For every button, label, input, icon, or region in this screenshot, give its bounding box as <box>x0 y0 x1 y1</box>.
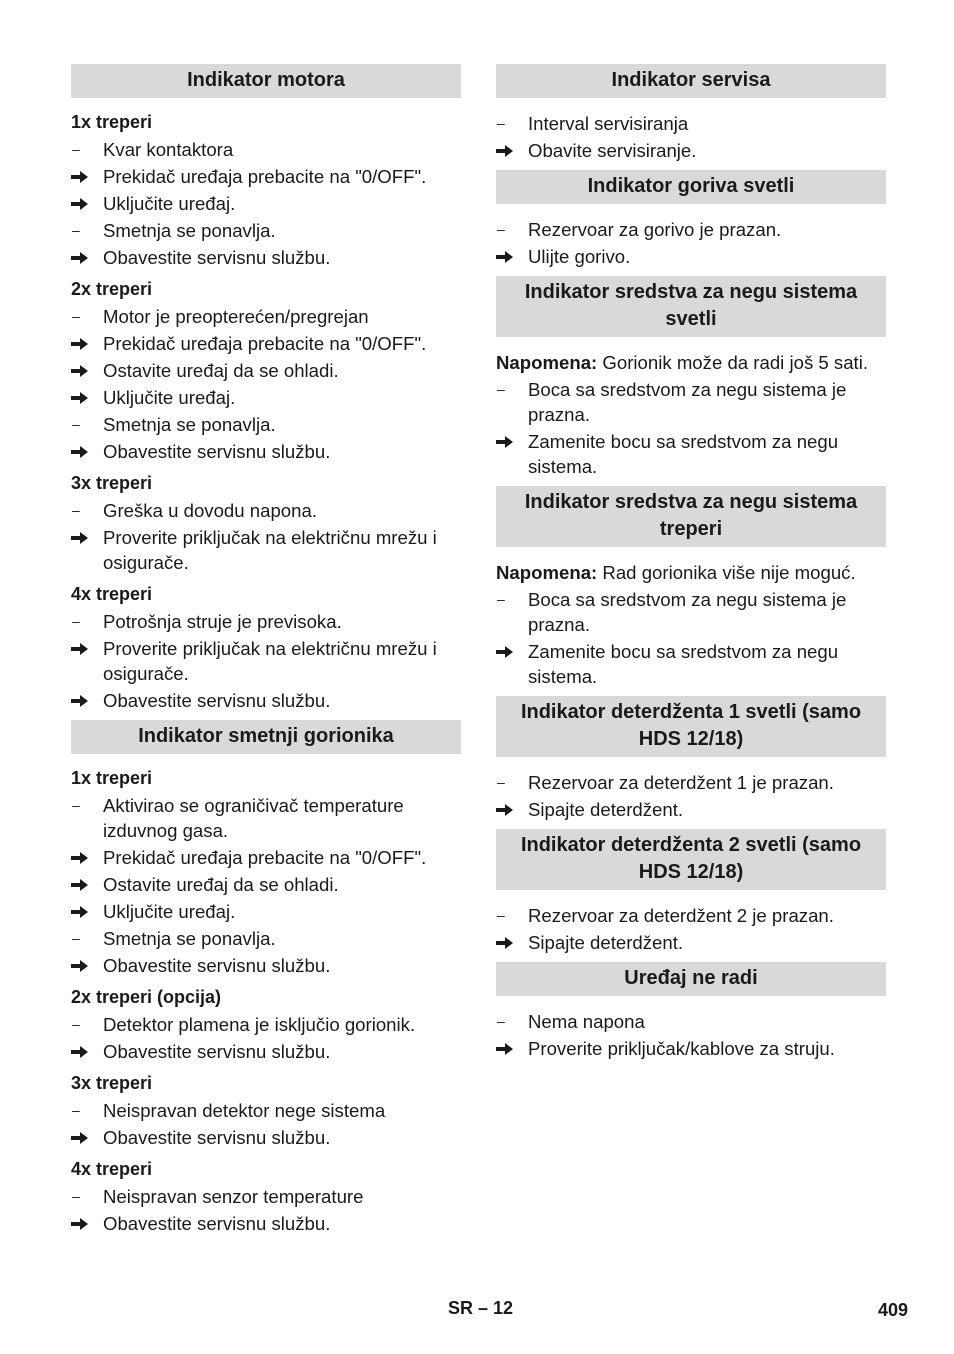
item-text: Detektor plamena je isključio gorionik. <box>103 1014 416 1035</box>
dash-icon: – <box>72 930 80 946</box>
arrow-icon <box>71 525 95 545</box>
section <box>496 276 886 486</box>
list-item <box>71 793 461 843</box>
list-item <box>71 636 461 686</box>
item-text: Boca sa sredstvom za negu sistema je prazna. <box>528 379 847 425</box>
item-text: Smetnja se ponavlja. <box>103 414 276 435</box>
list-item <box>496 111 886 136</box>
right-column <box>496 64 886 1068</box>
subheading: 3x treperi <box>71 1073 153 1093</box>
section <box>71 64 461 720</box>
note <box>496 560 886 585</box>
list-item <box>496 138 886 163</box>
section-heading: Indikator deterdženta 2 svetli (samo HDS 12/18) <box>496 829 886 890</box>
list-item <box>496 217 886 242</box>
item-text: Obavestite servisnu službu. <box>103 690 331 711</box>
item-text: Ostavite uređaj da se ohladi. <box>103 360 339 381</box>
arrow-icon <box>71 1125 95 1145</box>
list-item <box>71 498 461 523</box>
list-item <box>71 899 461 924</box>
arrow-icon <box>71 385 95 405</box>
list-item <box>71 1184 461 1209</box>
dash-icon: – <box>72 141 80 157</box>
list-item <box>71 218 461 243</box>
note-label: Napomena: <box>496 562 598 583</box>
subheading: 4x treperi <box>71 1159 153 1179</box>
list-item <box>71 385 461 410</box>
dash-icon: – <box>72 502 80 518</box>
item-text: Motor je preopterećen/pregrejan <box>103 306 369 327</box>
item-text: Obavestite servisnu službu. <box>103 247 331 268</box>
item-text: Proverite priključak na električnu mrežu i osigurače. <box>103 638 437 684</box>
item-text: Greška u dovodu napona. <box>103 500 317 521</box>
arrow-icon <box>71 1211 95 1231</box>
item-text: Proverite priključak/kablove za struju. <box>528 1038 835 1059</box>
list-item <box>71 245 461 270</box>
section-heading: Uređaj ne radi <box>496 962 886 996</box>
section-heading: Indikator deterdženta 1 svetli (samo HDS 12/18) <box>496 696 886 757</box>
list-item <box>71 872 461 897</box>
list-item <box>71 439 461 464</box>
footer-label: SR – 12 <box>448 1298 514 1318</box>
section-heading: Indikator smetnji gorionika <box>71 720 461 754</box>
section <box>496 486 886 696</box>
item-text: Ostavite uređaj da se ohladi. <box>103 874 339 895</box>
list-item <box>496 244 886 269</box>
arrow-icon <box>496 244 520 264</box>
item-text: Zamenite bocu sa sredstvom za negu sistema. <box>528 641 839 687</box>
section <box>496 64 886 170</box>
subheading: 3x treperi <box>71 473 153 493</box>
list-item <box>71 1012 461 1037</box>
note-label: Napomena: <box>496 352 598 373</box>
list-item <box>496 1009 886 1034</box>
item-text: Obavestite servisnu službu. <box>103 441 331 462</box>
section <box>71 720 461 1243</box>
arrow-icon <box>71 358 95 378</box>
item-text: Interval servisiranja <box>528 113 689 134</box>
section-heading: Indikator sredstva za negu sistema svetli <box>496 276 886 337</box>
list-item <box>71 191 461 216</box>
list-item <box>71 688 461 713</box>
item-text: Obavestite servisnu službu. <box>103 1041 331 1062</box>
dash-icon: – <box>72 308 80 324</box>
section-heading: Indikator servisa <box>496 64 886 98</box>
list-item <box>71 1039 461 1064</box>
dash-icon: – <box>497 1013 505 1029</box>
arrow-icon <box>71 845 95 865</box>
list-item <box>71 926 461 951</box>
section <box>496 696 886 829</box>
item-text: Obavestite servisnu službu. <box>103 955 331 976</box>
arrow-icon <box>71 331 95 351</box>
list-item <box>496 377 886 427</box>
list-item <box>71 358 461 383</box>
list-item <box>71 331 461 356</box>
dash-icon: – <box>72 416 80 432</box>
dash-icon: – <box>72 797 80 813</box>
arrow-icon <box>71 245 95 265</box>
list-item <box>496 930 886 955</box>
list-item <box>71 164 461 189</box>
item-text: Zamenite bocu sa sredstvom za negu sistema. <box>528 431 839 477</box>
dash-icon: – <box>497 774 505 790</box>
arrow-icon <box>71 899 95 919</box>
item-text: Obavestite servisnu službu. <box>103 1127 331 1148</box>
list-item <box>71 1125 461 1150</box>
spacer <box>496 1063 886 1068</box>
dash-icon: – <box>72 1102 80 1118</box>
section-heading: Indikator sredstva za negu sistema treperi <box>496 486 886 547</box>
subheading: 2x treperi <box>71 279 153 299</box>
arrow-icon <box>496 138 520 158</box>
list-item <box>71 953 461 978</box>
item-text: Smetnja se ponavlja. <box>103 220 276 241</box>
list-item <box>496 797 886 822</box>
dash-icon: – <box>72 1188 80 1204</box>
subheading: 1x treperi <box>71 112 153 132</box>
arrow-icon <box>71 953 95 973</box>
list-item <box>496 587 886 637</box>
dash-icon: – <box>72 1016 80 1032</box>
item-text: Nema napona <box>528 1011 645 1032</box>
section <box>496 829 886 962</box>
list-item <box>496 639 886 689</box>
item-text: Obavestite servisnu službu. <box>103 1213 331 1234</box>
arrow-icon <box>71 439 95 459</box>
item-text: Rezervoar za deterdžent 1 je prazan. <box>528 772 834 793</box>
section-heading: Indikator goriva svetli <box>496 170 886 204</box>
item-text: Smetnja se ponavlja. <box>103 928 276 949</box>
item-text: Obavite servisiranje. <box>528 140 697 161</box>
left-column <box>71 64 461 1243</box>
dash-icon: – <box>497 907 505 923</box>
note <box>496 350 886 375</box>
arrow-icon <box>71 191 95 211</box>
item-text: Potrošnja struje je previsoka. <box>103 611 342 632</box>
item-text: Sipajte deterdžent. <box>528 932 684 953</box>
item-text: Uključite uređaj. <box>103 193 236 214</box>
arrow-icon <box>71 636 95 656</box>
item-text: Prekidač uređaja prebacite na "0/OFF". <box>103 847 427 868</box>
item-text: Rezervoar za deterdžent 2 je prazan. <box>528 905 834 926</box>
item-text: Sipajte deterdžent. <box>528 799 684 820</box>
item-text: Rezervoar za gorivo je prazan. <box>528 219 782 240</box>
arrow-icon <box>496 797 520 817</box>
list-item <box>71 525 461 575</box>
list-item <box>496 429 886 479</box>
dash-icon: – <box>497 221 505 237</box>
item-text: Neispravan detektor nege sistema <box>103 1100 386 1121</box>
arrow-icon <box>496 930 520 950</box>
section <box>496 962 886 1068</box>
note-text: Rad gorionika više nije moguć. <box>597 562 856 583</box>
list-item <box>71 1211 461 1236</box>
list-item <box>496 903 886 928</box>
list-item <box>496 1036 886 1061</box>
page-number: 409 <box>878 1300 909 1320</box>
arrow-icon <box>71 1039 95 1059</box>
list-item <box>71 609 461 634</box>
subheading: 1x treperi <box>71 768 153 788</box>
item-text: Prekidač uređaja prebacite na "0/OFF". <box>103 166 427 187</box>
list-item <box>71 845 461 870</box>
arrow-icon <box>496 429 520 449</box>
note-text: Gorionik može da radi još 5 sati. <box>597 352 869 373</box>
subheading: 4x treperi <box>71 584 153 604</box>
item-text: Proverite priključak na električnu mrežu i osigurače. <box>103 527 437 573</box>
item-text: Neispravan senzor temperature <box>103 1186 364 1207</box>
list-item <box>496 770 886 795</box>
dash-icon: – <box>497 591 505 607</box>
subheading: 2x treperi (opcija) <box>71 987 222 1007</box>
item-text: Uključite uređaj. <box>103 387 236 408</box>
arrow-icon <box>496 1036 520 1056</box>
list-item <box>71 1098 461 1123</box>
item-text: Prekidač uređaja prebacite na "0/OFF". <box>103 333 427 354</box>
list-item <box>71 412 461 437</box>
dash-icon: – <box>497 115 505 131</box>
dash-icon: – <box>72 222 80 238</box>
section-heading: Indikator motora <box>71 64 461 98</box>
arrow-icon <box>71 872 95 892</box>
arrow-icon <box>71 164 95 184</box>
dash-icon: – <box>72 613 80 629</box>
arrow-icon <box>71 688 95 708</box>
section <box>496 170 886 276</box>
list-item <box>71 137 461 162</box>
item-text: Kvar kontaktora <box>103 139 234 160</box>
spacer <box>71 1238 461 1243</box>
item-text: Aktivirao se ograničivač temperature izduvnog gasa. <box>103 795 404 841</box>
arrow-icon <box>496 639 520 659</box>
item-text: Boca sa sredstvom za negu sistema je prazna. <box>528 589 847 635</box>
list-item <box>71 304 461 329</box>
item-text: Uključite uređaj. <box>103 901 236 922</box>
item-text: Ulijte gorivo. <box>528 246 631 267</box>
dash-icon: – <box>497 381 505 397</box>
